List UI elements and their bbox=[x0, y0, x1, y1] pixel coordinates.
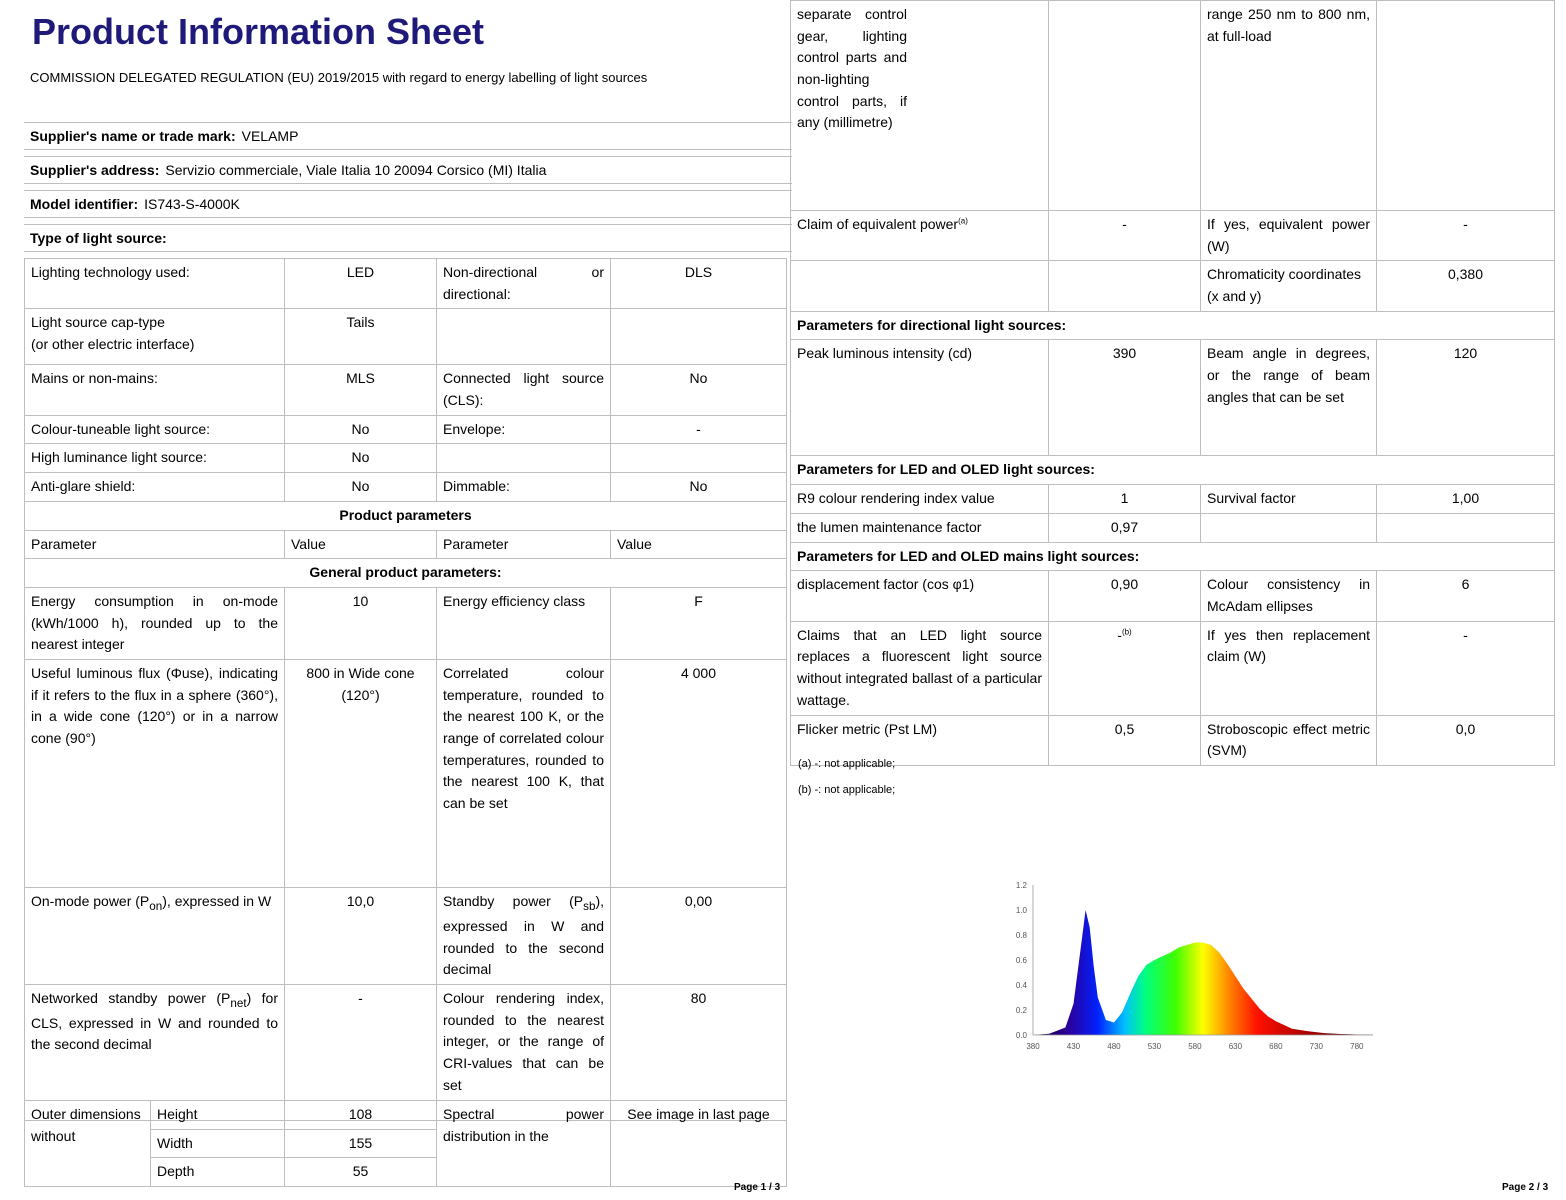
empty-cell bbox=[611, 444, 787, 473]
colour-consistency-value: 6 bbox=[1377, 571, 1555, 621]
col-parameter-header: Parameter bbox=[25, 530, 285, 559]
chromaticity-value: 0,380 bbox=[1377, 261, 1555, 311]
dimmable-label: Dimmable: bbox=[437, 473, 611, 502]
r9-value: 1 bbox=[1049, 485, 1201, 514]
x-tick-label: 530 bbox=[1147, 1042, 1162, 1051]
model-value: IS743-S-4000K bbox=[144, 196, 240, 212]
page-title: Product Information Sheet bbox=[32, 11, 485, 52]
model-row bbox=[24, 190, 792, 218]
spd-label: Spectral power distribution in the bbox=[437, 1101, 611, 1187]
y-tick-label: 0.6 bbox=[1015, 956, 1027, 965]
y-tick-label: 0.8 bbox=[1015, 931, 1027, 940]
col-value-header: Value bbox=[285, 530, 437, 559]
y-tick-label: 1.0 bbox=[1015, 906, 1027, 915]
cct-value: 4 000 bbox=[611, 659, 787, 887]
spd-value: See image in last page bbox=[611, 1101, 787, 1187]
peak-intensity-label: Peak luminous intensity (cd) bbox=[791, 340, 1049, 456]
led-heading: Parameters for LED and OLED light sources: bbox=[791, 456, 1555, 485]
supplier-name-row bbox=[24, 122, 792, 150]
supplier-name-value: VELAMP bbox=[241, 128, 299, 144]
spectrum-area bbox=[1033, 910, 1373, 1035]
empty-cell bbox=[1201, 513, 1377, 542]
replacement-claim-value: - bbox=[1377, 621, 1555, 715]
lighting-tech-value: LED bbox=[285, 259, 437, 309]
supplier-address-row bbox=[24, 156, 792, 184]
height-label: Height bbox=[151, 1101, 285, 1130]
x-tick-label: 430 bbox=[1066, 1042, 1081, 1051]
high-luminance-label: High luminance light source: bbox=[25, 444, 285, 473]
flicker-metric-label: Flicker metric (Pst LM) bbox=[791, 715, 1049, 765]
lumen-maintenance-label: the lumen maintenance factor bbox=[791, 513, 1049, 542]
peak-intensity-value: 390 bbox=[1049, 340, 1201, 456]
continued-table bbox=[790, 0, 1555, 766]
empty-cell bbox=[611, 309, 787, 365]
cri-label: Colour rendering index, rounded to the nearest integer, or the range of CRI-values that can be set bbox=[437, 984, 611, 1120]
page-number: Page 1 / 3 bbox=[734, 1182, 781, 1193]
luminous-flux-value: 800 in Wide cone (120°) bbox=[285, 659, 437, 887]
supplier-address-label: Supplier's address: bbox=[30, 162, 160, 178]
on-mode-power-value: 10,0 bbox=[285, 887, 437, 984]
general-parameters-heading: General product parameters: bbox=[25, 559, 787, 588]
x-tick-label: 380 bbox=[1026, 1042, 1040, 1051]
stroboscopic-label: Stroboscopic effect metric (SVM) bbox=[1201, 715, 1377, 765]
page-number: Page 2 / 3 bbox=[1502, 1182, 1549, 1193]
luminous-flux-label: Useful luminous flux (Φuse), indicating if it refers to the flux in a sphere (360°), in a wide cone (120°) or in a narrow cone (90°) bbox=[25, 659, 285, 887]
empty-cell bbox=[1377, 1, 1555, 211]
cls-label: Connected light source (CLS): bbox=[437, 365, 611, 415]
supplier-address-value: Servizio commerciale, Viale Italia 10 20094 Corsico (MI) Italia bbox=[165, 162, 547, 178]
flicker-metric-value: 0,5 bbox=[1049, 715, 1201, 765]
energy-class-label: Energy efficiency class bbox=[437, 587, 611, 659]
y-tick-label: 0.0 bbox=[1015, 1031, 1027, 1040]
networked-standby-label: Networked standby power $(P_{net})$ for CLS, expressed in W and rounded to the second decimal bbox=[25, 984, 285, 1120]
claim-equivalent-power-value: - bbox=[1049, 211, 1201, 261]
model-label: Model identifier: bbox=[30, 196, 139, 212]
footnote-b: (b) -: not applicable; bbox=[798, 784, 896, 796]
cap-type-label-line2: (or other electric interface) bbox=[31, 336, 195, 353]
high-luminance-value: No bbox=[285, 444, 437, 473]
energy-consumption-value: 10 bbox=[285, 587, 437, 659]
energy-class-value: F bbox=[611, 587, 787, 659]
spd-range-text: range 250 nm to 800 nm, at full-load bbox=[1201, 1, 1377, 211]
equivalent-power-value: - bbox=[1377, 211, 1555, 261]
x-tick-label: 780 bbox=[1350, 1042, 1364, 1051]
stroboscopic-value: 0,0 bbox=[1377, 715, 1555, 765]
cap-type-label-line1: Light source cap-type bbox=[31, 314, 165, 331]
product-parameters-heading: Product parameters bbox=[25, 501, 787, 530]
directional-heading: Parameters for directional light sources: bbox=[791, 311, 1555, 340]
claim-equivalent-power-label: Claim of equivalent power$^{(a)}$ bbox=[791, 211, 1049, 261]
beam-angle-label: Beam angle in degrees, or the range of beam angles that can be set bbox=[1201, 340, 1377, 456]
mains-value: MLS bbox=[285, 365, 437, 415]
width-value: 155 bbox=[285, 1129, 437, 1158]
cap-type-value: Tails bbox=[285, 309, 437, 365]
lighting-tech-label: Lighting technology used: bbox=[25, 259, 285, 309]
type-label: Type of light source: bbox=[30, 230, 167, 246]
cct-label: Correlated colour temperature, rounded to the nearest 100 K, or the range of correlated colour temperatures, rounded to the nearest 100 K, that can be set bbox=[437, 659, 611, 887]
displacement-factor-value: 0,90 bbox=[1049, 571, 1201, 621]
anti-glare-label: Anti-glare shield: bbox=[25, 473, 285, 502]
light-source-table bbox=[24, 258, 787, 1121]
mains-led-heading: Parameters for LED and OLED mains light sources: bbox=[791, 542, 1555, 571]
cls-value: No bbox=[611, 365, 787, 415]
empty-cell bbox=[437, 309, 611, 365]
envelope-value: - bbox=[611, 415, 787, 444]
width-label: Width bbox=[151, 1129, 285, 1158]
on-mode-power-label: On-mode power $(P_{on})$, expressed in W bbox=[25, 887, 285, 984]
dimensions-table bbox=[24, 1100, 787, 1187]
beam-angle-value: 120 bbox=[1377, 340, 1555, 456]
col-parameter-header: Parameter bbox=[437, 530, 611, 559]
depth-label: Depth bbox=[151, 1158, 285, 1187]
regulation-text: COMMISSION DELEGATED REGULATION (EU) 2019/2015 with regard to energy labelling of light sources bbox=[30, 70, 648, 85]
survival-factor-label: Survival factor bbox=[1201, 485, 1377, 514]
depth-value: 55 bbox=[285, 1158, 437, 1187]
empty-cell bbox=[1377, 513, 1555, 542]
led-replacement-claims-value: -$^{(b)}$ bbox=[1049, 621, 1201, 715]
anti-glare-value: No bbox=[285, 473, 437, 502]
col-value-header: Value bbox=[611, 530, 787, 559]
directional-value: DLS bbox=[611, 259, 787, 309]
tuneable-value: No bbox=[285, 415, 437, 444]
tuneable-label: Colour-tuneable light source: bbox=[25, 415, 285, 444]
displacement-factor-label: displacement factor (cos φ1) bbox=[791, 571, 1049, 621]
x-tick-label: 630 bbox=[1228, 1042, 1243, 1051]
envelope-label: Envelope: bbox=[437, 415, 611, 444]
cri-value: 80 bbox=[611, 984, 787, 1120]
supplier-name-label: Supplier's name or trade mark: bbox=[30, 128, 236, 144]
led-replacement-claims-label: Claims that an LED light source replaces a fluorescent light source without integrated ballast of a particular wattage. bbox=[791, 621, 1049, 715]
empty-cell bbox=[1049, 261, 1201, 311]
equivalent-power-label: If yes, equivalent power (W) bbox=[1201, 211, 1377, 261]
standby-power-value: 0,00 bbox=[611, 887, 787, 984]
empty-cell bbox=[437, 444, 611, 473]
mains-label: Mains or non-mains: bbox=[25, 365, 285, 415]
spd-plot-area bbox=[1016, 881, 1373, 1051]
lumen-maintenance-value: 0,97 bbox=[1049, 513, 1201, 542]
x-tick-label: 730 bbox=[1309, 1042, 1324, 1051]
empty-cell bbox=[1049, 1, 1201, 211]
footnote-a: (a) -: not applicable; bbox=[798, 758, 896, 770]
x-tick-label: 480 bbox=[1107, 1042, 1121, 1051]
spectral-power-distribution-chart bbox=[995, 870, 1385, 1070]
survival-factor-value: 1,00 bbox=[1377, 485, 1555, 514]
x-tick-label: 580 bbox=[1188, 1042, 1202, 1051]
replacement-claim-label: If yes then replacement claim (W) bbox=[1201, 621, 1377, 715]
directional-label: Non-directional or directional: bbox=[437, 259, 611, 309]
height-value: 108 bbox=[285, 1101, 437, 1130]
y-tick-label: 0.2 bbox=[1015, 1006, 1027, 1015]
colour-consistency-label: Colour consistency in McAdam ellipses bbox=[1201, 571, 1377, 621]
cap-type-label bbox=[25, 309, 285, 365]
control-gear-text: separate control gear, lighting control parts and non-lighting control parts, if any (millimetre) bbox=[797, 6, 907, 131]
type-row bbox=[24, 224, 792, 252]
control-gear-cell bbox=[791, 1, 1049, 211]
y-tick-label: 0.4 bbox=[1015, 981, 1027, 990]
empty-cell bbox=[791, 261, 1049, 311]
standby-power-label: Standby power $(P_{sb})$, expressed in W and rounded to the second decimal bbox=[437, 887, 611, 984]
energy-consumption-label: Energy consumption in on-mode (kWh/1000 h), rounded up to the nearest integer bbox=[25, 587, 285, 659]
page-2 bbox=[790, 0, 1566, 1200]
outer-dimensions-label: Outer dimensions without bbox=[25, 1101, 151, 1187]
networked-standby-value: - bbox=[285, 984, 437, 1120]
x-tick-label: 680 bbox=[1269, 1042, 1283, 1051]
y-tick-label: 1.2 bbox=[1015, 881, 1027, 890]
r9-label: R9 colour rendering index value bbox=[791, 485, 1049, 514]
chromaticity-label: Chromaticity coordinates (x and y) bbox=[1201, 261, 1377, 311]
dimmable-value: No bbox=[611, 473, 787, 502]
